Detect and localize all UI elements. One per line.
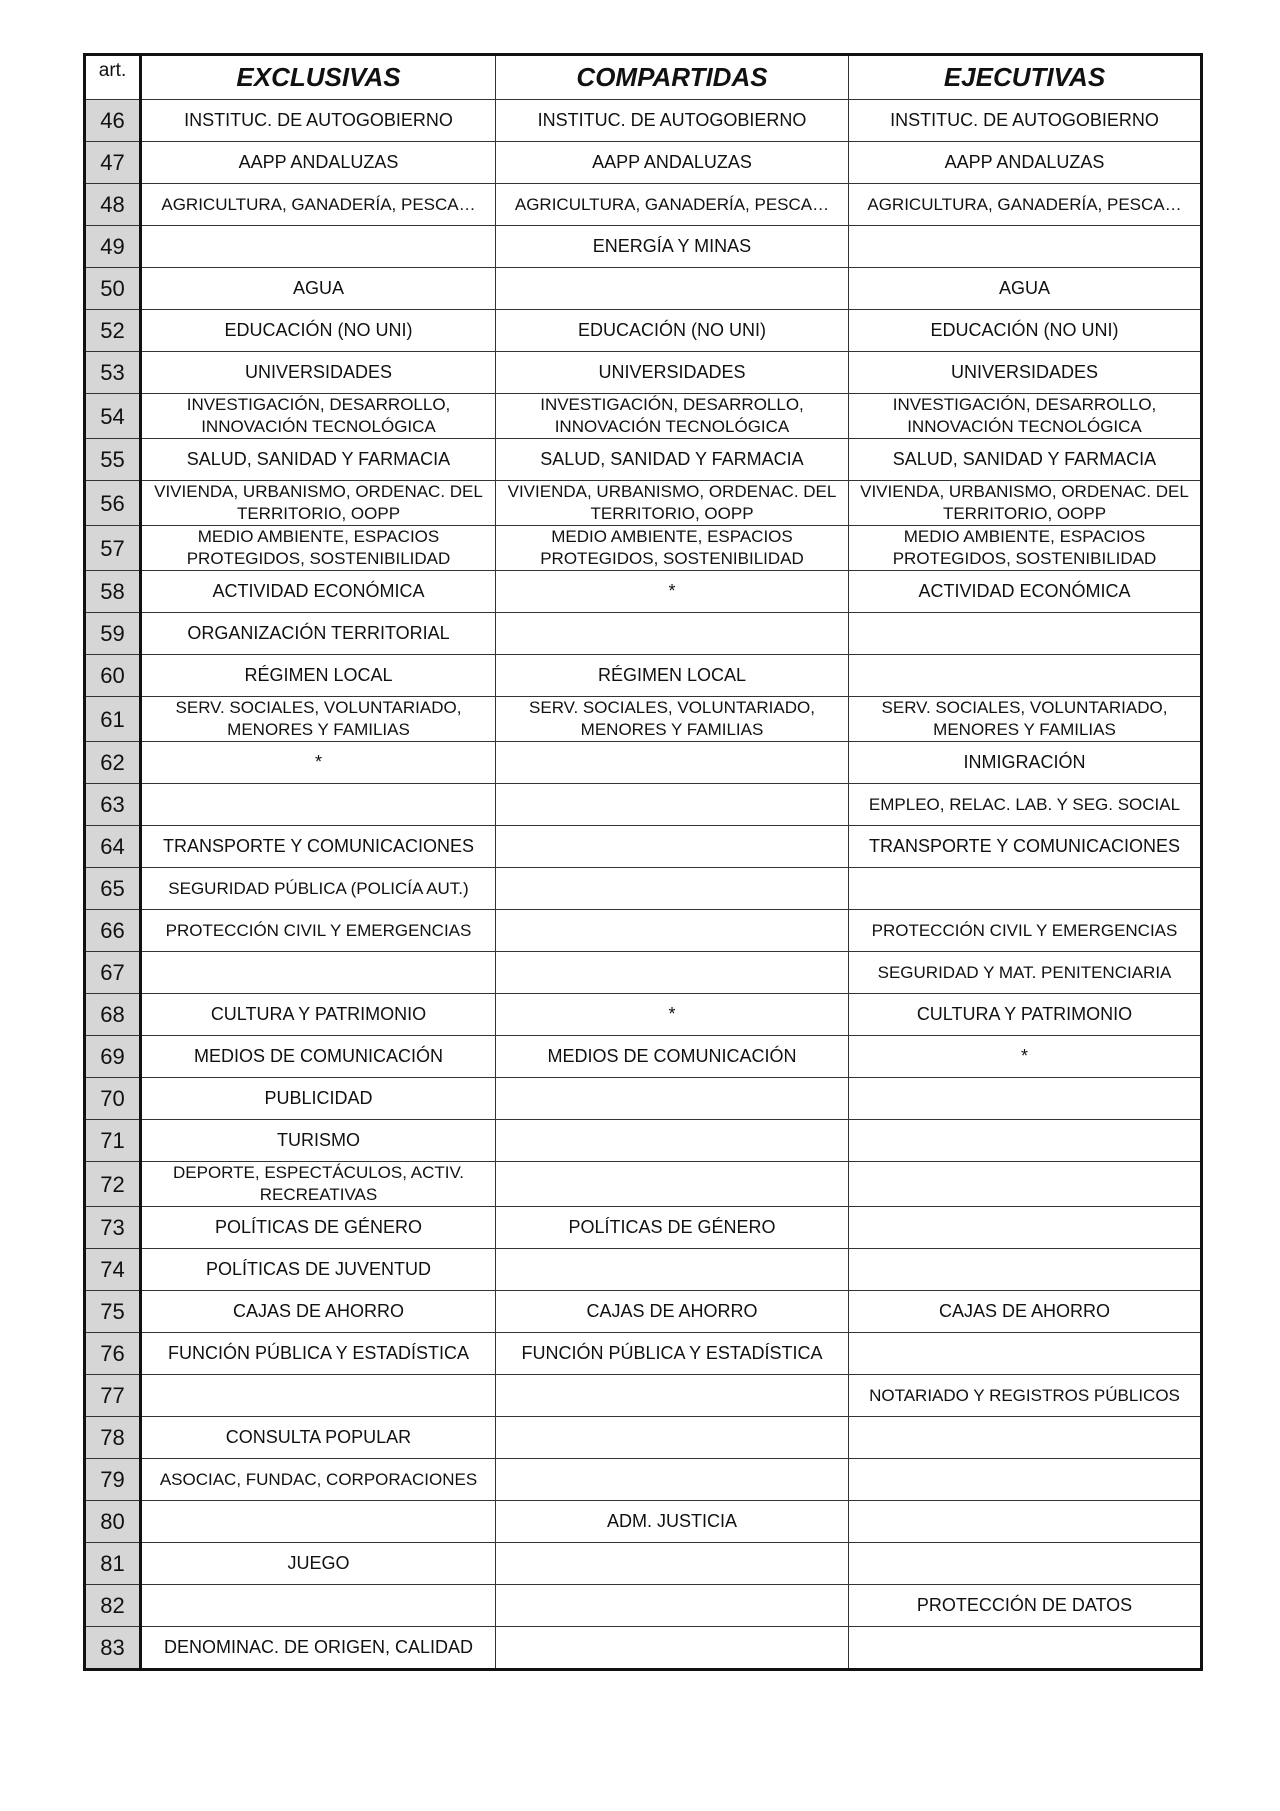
table-row — [85, 1249, 1202, 1291]
article-number: 48 — [85, 184, 141, 226]
article-number: 57 — [85, 526, 141, 571]
cell-exclusivas: POLÍTICAS DE GÉNERO — [141, 1207, 496, 1249]
cell-ejecutivas: SERV. SOCIALES, VOLUNTARIADO, MENORES Y FAMILIAS — [849, 697, 1202, 742]
cell-ejecutivas — [849, 1459, 1202, 1501]
cell-ejecutivas — [849, 1501, 1202, 1543]
table-row — [85, 868, 1202, 910]
cell-ejecutivas: EDUCACIÓN (NO UNI) — [849, 310, 1202, 352]
article-number: 65 — [85, 868, 141, 910]
cell-exclusivas: INVESTIGACIÓN, DESARROLLO, INNOVACIÓN TECNOLÓGICA — [141, 394, 496, 439]
cell-compartidas — [496, 1585, 849, 1627]
table-row — [85, 1291, 1202, 1333]
cell-ejecutivas — [849, 1543, 1202, 1585]
table-row — [85, 1543, 1202, 1585]
cell-exclusivas: MEDIO AMBIENTE, ESPACIOS PROTEGIDOS, SOSTENIBILIDAD — [141, 526, 496, 571]
header-art: art. — [85, 55, 141, 100]
article-number: 83 — [85, 1627, 141, 1670]
table-row — [85, 268, 1202, 310]
article-number: 77 — [85, 1375, 141, 1417]
table-row — [85, 784, 1202, 826]
cell-compartidas: SERV. SOCIALES, VOLUNTARIADO, MENORES Y FAMILIAS — [496, 697, 849, 742]
cell-ejecutivas: UNIVERSIDADES — [849, 352, 1202, 394]
article-number: 67 — [85, 952, 141, 994]
cell-compartidas: INVESTIGACIÓN, DESARROLLO, INNOVACIÓN TECNOLÓGICA — [496, 394, 849, 439]
cell-compartidas: ENERGÍA Y MINAS — [496, 226, 849, 268]
cell-exclusivas: SALUD, SANIDAD Y FARMACIA — [141, 439, 496, 481]
cell-compartidas: AGRICULTURA, GANADERÍA, PESCA… — [496, 184, 849, 226]
cell-ejecutivas — [849, 1417, 1202, 1459]
competencias-table — [83, 53, 1203, 1671]
cell-exclusivas: ACTIVIDAD ECONÓMICA — [141, 571, 496, 613]
cell-ejecutivas — [849, 1333, 1202, 1375]
cell-exclusivas: * — [141, 742, 496, 784]
article-number: 61 — [85, 697, 141, 742]
cell-ejecutivas: SEGURIDAD Y MAT. PENITENCIARIA — [849, 952, 1202, 994]
cell-compartidas: RÉGIMEN LOCAL — [496, 655, 849, 697]
article-number: 75 — [85, 1291, 141, 1333]
article-number: 69 — [85, 1036, 141, 1078]
table-row — [85, 100, 1202, 142]
article-number: 74 — [85, 1249, 141, 1291]
table-row — [85, 142, 1202, 184]
cell-ejecutivas: AGUA — [849, 268, 1202, 310]
cell-ejecutivas — [849, 1249, 1202, 1291]
cell-compartidas — [496, 868, 849, 910]
cell-exclusivas: AAPP ANDALUZAS — [141, 142, 496, 184]
cell-compartidas — [496, 268, 849, 310]
cell-exclusivas: RÉGIMEN LOCAL — [141, 655, 496, 697]
table-row — [85, 826, 1202, 868]
article-number: 76 — [85, 1333, 141, 1375]
cell-compartidas: EDUCACIÓN (NO UNI) — [496, 310, 849, 352]
cell-exclusivas: PUBLICIDAD — [141, 1078, 496, 1120]
cell-exclusivas: SEGURIDAD PÚBLICA (POLICÍA AUT.) — [141, 868, 496, 910]
cell-ejecutivas: ACTIVIDAD ECONÓMICA — [849, 571, 1202, 613]
cell-compartidas: CAJAS DE AHORRO — [496, 1291, 849, 1333]
article-number: 80 — [85, 1501, 141, 1543]
cell-exclusivas: JUEGO — [141, 1543, 496, 1585]
header-compartidas: COMPARTIDAS — [496, 55, 849, 100]
article-number: 52 — [85, 310, 141, 352]
cell-exclusivas: VIVIENDA, URBANISMO, ORDENAC. DEL TERRITORIO, OOPP — [141, 481, 496, 526]
cell-exclusivas — [141, 1375, 496, 1417]
cell-ejecutivas — [849, 1078, 1202, 1120]
cell-ejecutivas: INMIGRACIÓN — [849, 742, 1202, 784]
table-row — [85, 1078, 1202, 1120]
cell-ejecutivas: MEDIO AMBIENTE, ESPACIOS PROTEGIDOS, SOSTENIBILIDAD — [849, 526, 1202, 571]
cell-exclusivas: POLÍTICAS DE JUVENTUD — [141, 1249, 496, 1291]
cell-ejecutivas: CAJAS DE AHORRO — [849, 1291, 1202, 1333]
cell-exclusivas: FUNCIÓN PÚBLICA Y ESTADÍSTICA — [141, 1333, 496, 1375]
cell-ejecutivas: INVESTIGACIÓN, DESARROLLO, INNOVACIÓN TECNOLÓGICA — [849, 394, 1202, 439]
cell-exclusivas: UNIVERSIDADES — [141, 352, 496, 394]
cell-ejecutivas: TRANSPORTE Y COMUNICACIONES — [849, 826, 1202, 868]
cell-compartidas: VIVIENDA, URBANISMO, ORDENAC. DEL TERRITORIO, OOPP — [496, 481, 849, 526]
cell-exclusivas: DENOMINAC. DE ORIGEN, CALIDAD — [141, 1627, 496, 1670]
article-number: 56 — [85, 481, 141, 526]
cell-exclusivas: SERV. SOCIALES, VOLUNTARIADO, MENORES Y FAMILIAS — [141, 697, 496, 742]
article-number: 66 — [85, 910, 141, 952]
cell-ejecutivas: INSTITUC. DE AUTOGOBIERNO — [849, 100, 1202, 142]
cell-ejecutivas — [849, 1162, 1202, 1207]
cell-compartidas — [496, 742, 849, 784]
cell-ejecutivas: * — [849, 1036, 1202, 1078]
cell-compartidas: * — [496, 571, 849, 613]
cell-exclusivas: EDUCACIÓN (NO UNI) — [141, 310, 496, 352]
article-number: 82 — [85, 1585, 141, 1627]
cell-compartidas — [496, 1627, 849, 1670]
cell-ejecutivas — [849, 226, 1202, 268]
table-row — [85, 352, 1202, 394]
cell-exclusivas — [141, 784, 496, 826]
table-row — [85, 613, 1202, 655]
table-row — [85, 910, 1202, 952]
cell-ejecutivas — [849, 868, 1202, 910]
cell-ejecutivas: SALUD, SANIDAD Y FARMACIA — [849, 439, 1202, 481]
cell-exclusivas: ORGANIZACIÓN TERRITORIAL — [141, 613, 496, 655]
article-number: 54 — [85, 394, 141, 439]
cell-compartidas — [496, 784, 849, 826]
article-number: 73 — [85, 1207, 141, 1249]
cell-compartidas — [496, 1162, 849, 1207]
cell-ejecutivas — [849, 655, 1202, 697]
table-row — [85, 1375, 1202, 1417]
table-row — [85, 1627, 1202, 1670]
cell-exclusivas: DEPORTE, ESPECTÁCULOS, ACTIV. RECREATIVAS — [141, 1162, 496, 1207]
cell-exclusivas — [141, 1501, 496, 1543]
cell-exclusivas: CULTURA Y PATRIMONIO — [141, 994, 496, 1036]
cell-compartidas — [496, 1078, 849, 1120]
cell-exclusivas — [141, 226, 496, 268]
table-row — [85, 1333, 1202, 1375]
cell-exclusivas — [141, 1585, 496, 1627]
cell-ejecutivas: CULTURA Y PATRIMONIO — [849, 994, 1202, 1036]
article-number: 71 — [85, 1120, 141, 1162]
table-row — [85, 1459, 1202, 1501]
cell-exclusivas: PROTECCIÓN CIVIL Y EMERGENCIAS — [141, 910, 496, 952]
article-number: 58 — [85, 571, 141, 613]
cell-exclusivas: CAJAS DE AHORRO — [141, 1291, 496, 1333]
cell-ejecutivas — [849, 1207, 1202, 1249]
table-row — [85, 697, 1202, 742]
cell-compartidas — [496, 1249, 849, 1291]
cell-compartidas — [496, 1120, 849, 1162]
article-number: 79 — [85, 1459, 141, 1501]
cell-compartidas — [496, 826, 849, 868]
cell-exclusivas: MEDIOS DE COMUNICACIÓN — [141, 1036, 496, 1078]
table-row — [85, 1120, 1202, 1162]
cell-compartidas: * — [496, 994, 849, 1036]
table-row — [85, 394, 1202, 439]
table-row — [85, 1207, 1202, 1249]
cell-ejecutivas: EMPLEO, RELAC. LAB. Y SEG. SOCIAL — [849, 784, 1202, 826]
article-number: 53 — [85, 352, 141, 394]
cell-exclusivas: ASOCIAC, FUNDAC, CORPORACIONES — [141, 1459, 496, 1501]
table-row — [85, 1585, 1202, 1627]
cell-exclusivas: AGRICULTURA, GANADERÍA, PESCA… — [141, 184, 496, 226]
cell-ejecutivas — [849, 613, 1202, 655]
article-number: 59 — [85, 613, 141, 655]
cell-compartidas — [496, 910, 849, 952]
cell-ejecutivas: NOTARIADO Y REGISTROS PÚBLICOS — [849, 1375, 1202, 1417]
article-number: 47 — [85, 142, 141, 184]
cell-ejecutivas: VIVIENDA, URBANISMO, ORDENAC. DEL TERRITORIO, OOPP — [849, 481, 1202, 526]
table-row — [85, 1036, 1202, 1078]
cell-exclusivas: TRANSPORTE Y COMUNICACIONES — [141, 826, 496, 868]
cell-compartidas: MEDIO AMBIENTE, ESPACIOS PROTEGIDOS, SOSTENIBILIDAD — [496, 526, 849, 571]
cell-compartidas: UNIVERSIDADES — [496, 352, 849, 394]
table-row — [85, 481, 1202, 526]
table-row — [85, 742, 1202, 784]
article-number: 68 — [85, 994, 141, 1036]
table-row — [85, 655, 1202, 697]
article-number: 70 — [85, 1078, 141, 1120]
cell-ejecutivas: AAPP ANDALUZAS — [849, 142, 1202, 184]
article-number: 60 — [85, 655, 141, 697]
cell-compartidas: AAPP ANDALUZAS — [496, 142, 849, 184]
cell-compartidas — [496, 1417, 849, 1459]
header-ejecutivas: EJECUTIVAS — [849, 55, 1202, 100]
table-row — [85, 526, 1202, 571]
table-row — [85, 1501, 1202, 1543]
cell-compartidas — [496, 1543, 849, 1585]
cell-compartidas: MEDIOS DE COMUNICACIÓN — [496, 1036, 849, 1078]
table-row — [85, 571, 1202, 613]
table-row — [85, 310, 1202, 352]
cell-exclusivas — [141, 952, 496, 994]
article-number: 81 — [85, 1543, 141, 1585]
article-number: 46 — [85, 100, 141, 142]
cell-compartidas — [496, 1459, 849, 1501]
table-row — [85, 994, 1202, 1036]
article-number: 72 — [85, 1162, 141, 1207]
article-number: 64 — [85, 826, 141, 868]
cell-compartidas: FUNCIÓN PÚBLICA Y ESTADÍSTICA — [496, 1333, 849, 1375]
article-number: 50 — [85, 268, 141, 310]
header-row — [85, 55, 1202, 100]
cell-compartidas: SALUD, SANIDAD Y FARMACIA — [496, 439, 849, 481]
cell-compartidas — [496, 613, 849, 655]
cell-compartidas: INSTITUC. DE AUTOGOBIERNO — [496, 100, 849, 142]
cell-exclusivas: AGUA — [141, 268, 496, 310]
article-number: 78 — [85, 1417, 141, 1459]
article-number: 63 — [85, 784, 141, 826]
header-exclusivas: EXCLUSIVAS — [141, 55, 496, 100]
cell-ejecutivas — [849, 1627, 1202, 1670]
cell-compartidas — [496, 952, 849, 994]
cell-ejecutivas: AGRICULTURA, GANADERÍA, PESCA… — [849, 184, 1202, 226]
article-number: 62 — [85, 742, 141, 784]
table-row — [85, 1162, 1202, 1207]
cell-ejecutivas — [849, 1120, 1202, 1162]
cell-exclusivas: TURISMO — [141, 1120, 496, 1162]
table-row — [85, 184, 1202, 226]
table-row — [85, 952, 1202, 994]
cell-exclusivas: CONSULTA POPULAR — [141, 1417, 496, 1459]
table-row — [85, 226, 1202, 268]
cell-ejecutivas: PROTECCIÓN CIVIL Y EMERGENCIAS — [849, 910, 1202, 952]
article-number: 49 — [85, 226, 141, 268]
cell-compartidas: ADM. JUSTICIA — [496, 1501, 849, 1543]
cell-compartidas — [496, 1375, 849, 1417]
table-row — [85, 1417, 1202, 1459]
cell-compartidas: POLÍTICAS DE GÉNERO — [496, 1207, 849, 1249]
table-body — [85, 100, 1202, 1670]
cell-ejecutivas: PROTECCIÓN DE DATOS — [849, 1585, 1202, 1627]
table-row — [85, 439, 1202, 481]
article-number: 55 — [85, 439, 141, 481]
cell-exclusivas: INSTITUC. DE AUTOGOBIERNO — [141, 100, 496, 142]
